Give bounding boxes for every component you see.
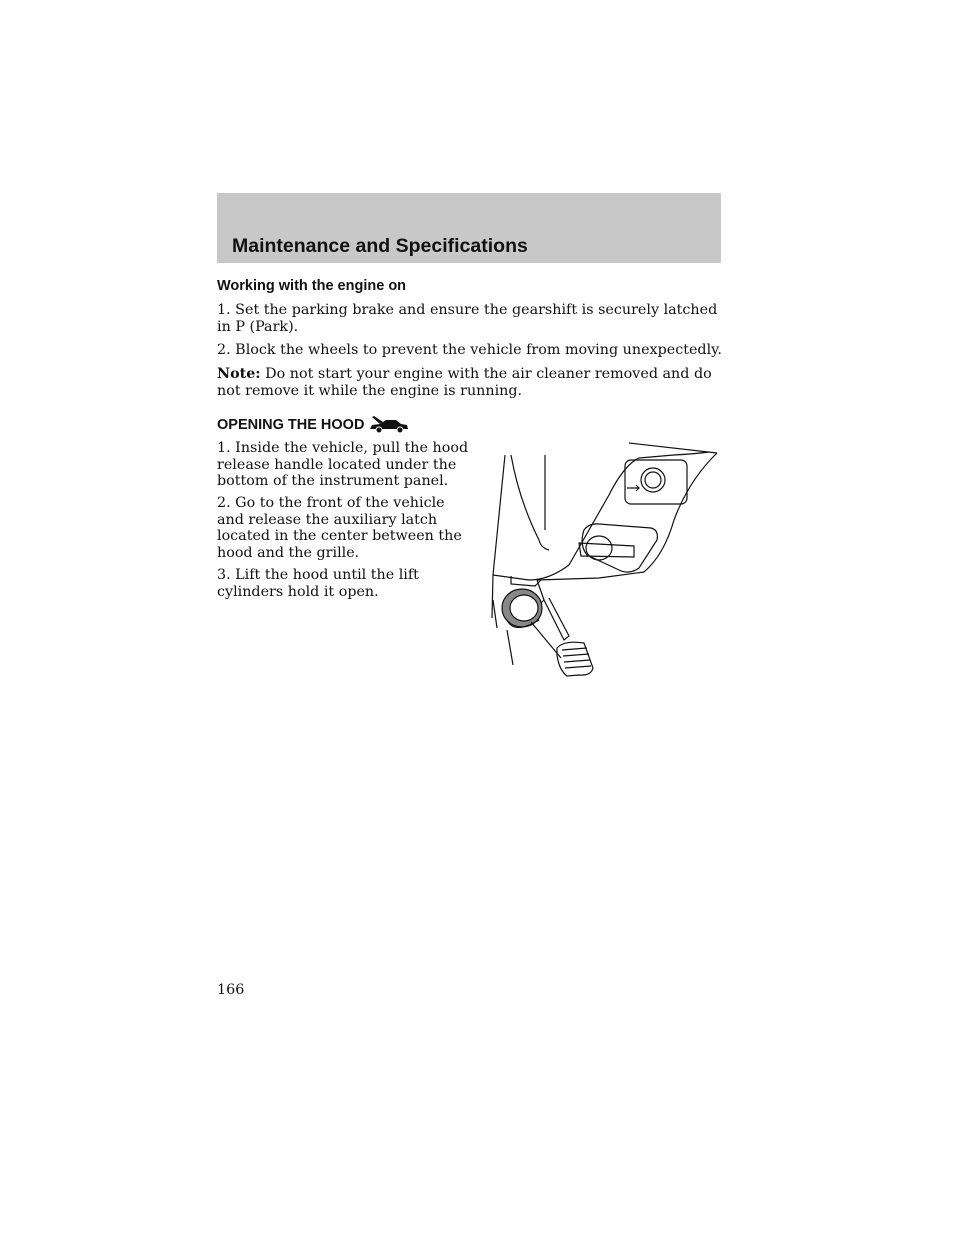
engine-on-step-1: 1. Set the parking brake and ensure the gearshift is securely latched in P (Park). (217, 302, 718, 335)
page-number: 166 (217, 982, 245, 998)
hood-step-1: 1. Inside the vehicle, pull the hood release handle located under the bottom of the instrument panel. (217, 440, 469, 489)
hood-step-2: 2. Go to the front of the vehicle and release the auxiliary latch located in the center between the hood and the grille. (217, 495, 462, 561)
section-header-band (217, 193, 721, 263)
hood-release-handle-illustration (489, 440, 721, 680)
engine-on-heading: Working with the engine on (217, 278, 407, 294)
note-label: Note: (217, 366, 261, 382)
section-title: Maintenance and Specifications (232, 235, 528, 257)
opening-hood-title: OPENING THE HOOD (217, 417, 365, 433)
engine-on-step-2: 2. Block the wheels to prevent the vehicle from moving unexpectedly. (217, 342, 722, 358)
opening-hood-heading (217, 415, 410, 435)
note-text: Do not start your engine with the air cleaner removed and do not remove it while the engine is running. (217, 366, 712, 399)
hood-step-3: 3. Lift the hood until the lift cylinders hold it open. (217, 567, 419, 600)
car-hood-open-icon (368, 415, 410, 435)
engine-on-note (217, 366, 722, 399)
